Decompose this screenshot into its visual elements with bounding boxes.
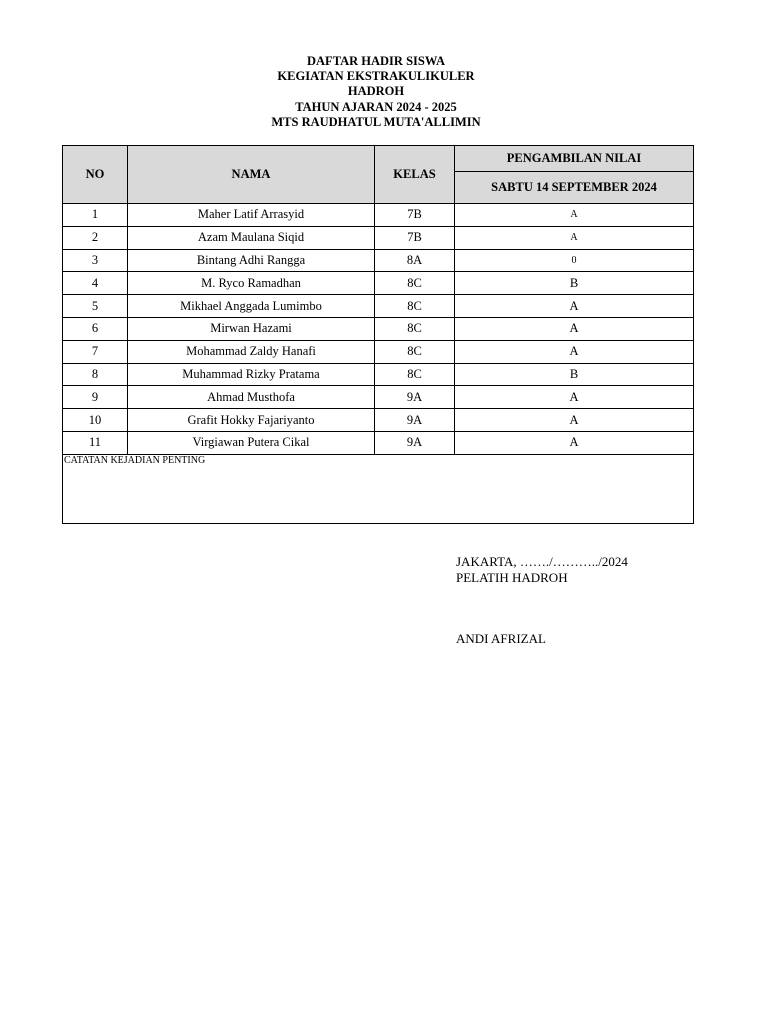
cell-kelas: 8C	[375, 272, 455, 295]
cell-nilai: A	[455, 386, 694, 409]
cell-no: 5	[63, 295, 128, 318]
title-line-1: DAFTAR HADIR SISWA	[307, 54, 445, 68]
title-line-4: TAHUN AJARAN 2024 - 2025	[295, 99, 457, 114]
cell-nilai: A	[455, 204, 694, 227]
header-kelas: KELAS	[375, 146, 455, 204]
table-row	[63, 204, 694, 227]
cell-no: 9	[63, 386, 128, 409]
cell-nama: M. Ryco Ramadhan	[128, 272, 375, 295]
notes-label: CATATAN KEJADIAN PENTING	[64, 454, 206, 466]
header-date: SABTU 14 SEPTEMBER 2024	[455, 172, 694, 204]
cell-nama: Azam Maulana Siqid	[128, 226, 375, 249]
header-nama: NAMA	[128, 146, 375, 204]
cell-no: 11	[63, 431, 128, 454]
cell-nilai: 0	[455, 249, 694, 272]
table-row	[63, 409, 694, 432]
cell-kelas: 8C	[375, 340, 455, 363]
cell-kelas: 8C	[375, 317, 455, 340]
cell-kelas: 8C	[375, 295, 455, 318]
cell-kelas: 8C	[375, 363, 455, 386]
cell-nama: Muhammad Rizky Pratama	[128, 363, 375, 386]
table-row	[63, 431, 694, 454]
notes-row	[63, 454, 694, 523]
table-row	[63, 317, 694, 340]
table-header-row	[63, 146, 694, 172]
table-row	[63, 295, 694, 318]
cell-nilai: A	[455, 317, 694, 340]
cell-no: 3	[63, 249, 128, 272]
title-line-2: KEGIATAN EKSTRAKULIKULER	[277, 69, 475, 84]
header-no: NO	[63, 146, 128, 204]
table-row	[63, 386, 694, 409]
table-row	[63, 272, 694, 295]
cell-nama: Ahmad Musthofa	[128, 386, 375, 409]
title-line-5: MTS RAUDHATUL MUTA'ALLIMIN	[271, 114, 481, 129]
cell-kelas: 9A	[375, 409, 455, 432]
cell-no: 4	[63, 272, 128, 295]
cell-kelas: 8A	[375, 249, 455, 272]
cell-nama: Mikhael Anggada Lumimbo	[128, 295, 375, 318]
cell-nama: Virgiawan Putera Cikal	[128, 431, 375, 454]
cell-nama: Maher Latif Arrasyid	[128, 204, 375, 227]
cell-nilai: B	[455, 272, 694, 295]
cell-nilai: B	[455, 363, 694, 386]
cell-no: 8	[63, 363, 128, 386]
table-row	[63, 363, 694, 386]
signature-role: PELATIH HADROH	[456, 570, 568, 585]
cell-nilai: A	[455, 409, 694, 432]
signature-place-date: JAKARTA, ……./………../2024	[456, 554, 628, 569]
cell-nilai: A	[455, 226, 694, 249]
title-line-3: HADROH	[347, 84, 405, 99]
cell-nama: Grafit Hokky Fajariyanto	[128, 409, 375, 432]
cell-no: 10	[63, 409, 128, 432]
table-row	[63, 340, 694, 363]
cell-nama: Bintang Adhi Rangga	[128, 249, 375, 272]
signature-name: ANDI AFRIZAL	[456, 631, 546, 646]
cell-nilai: A	[455, 431, 694, 454]
cell-kelas: 7B	[375, 204, 455, 227]
cell-nilai: A	[455, 340, 694, 363]
cell-kelas: 9A	[375, 386, 455, 409]
cell-nama: Mohammad Zaldy Hanafi	[128, 340, 375, 363]
cell-no: 1	[63, 204, 128, 227]
cell-no: 7	[63, 340, 128, 363]
document-title-block	[0, 54, 752, 130]
cell-nama: Mirwan Hazami	[128, 317, 375, 340]
header-pengambilan-nilai: PENGAMBILAN NILAI	[455, 146, 694, 172]
cell-nilai: A	[455, 295, 694, 318]
cell-kelas: 9A	[375, 431, 455, 454]
attendance-table	[62, 145, 694, 524]
cell-no: 6	[63, 317, 128, 340]
table-row	[63, 226, 694, 249]
table-row	[63, 249, 694, 272]
cell-no: 2	[63, 226, 128, 249]
notes-cell	[63, 454, 694, 523]
cell-kelas: 7B	[375, 226, 455, 249]
